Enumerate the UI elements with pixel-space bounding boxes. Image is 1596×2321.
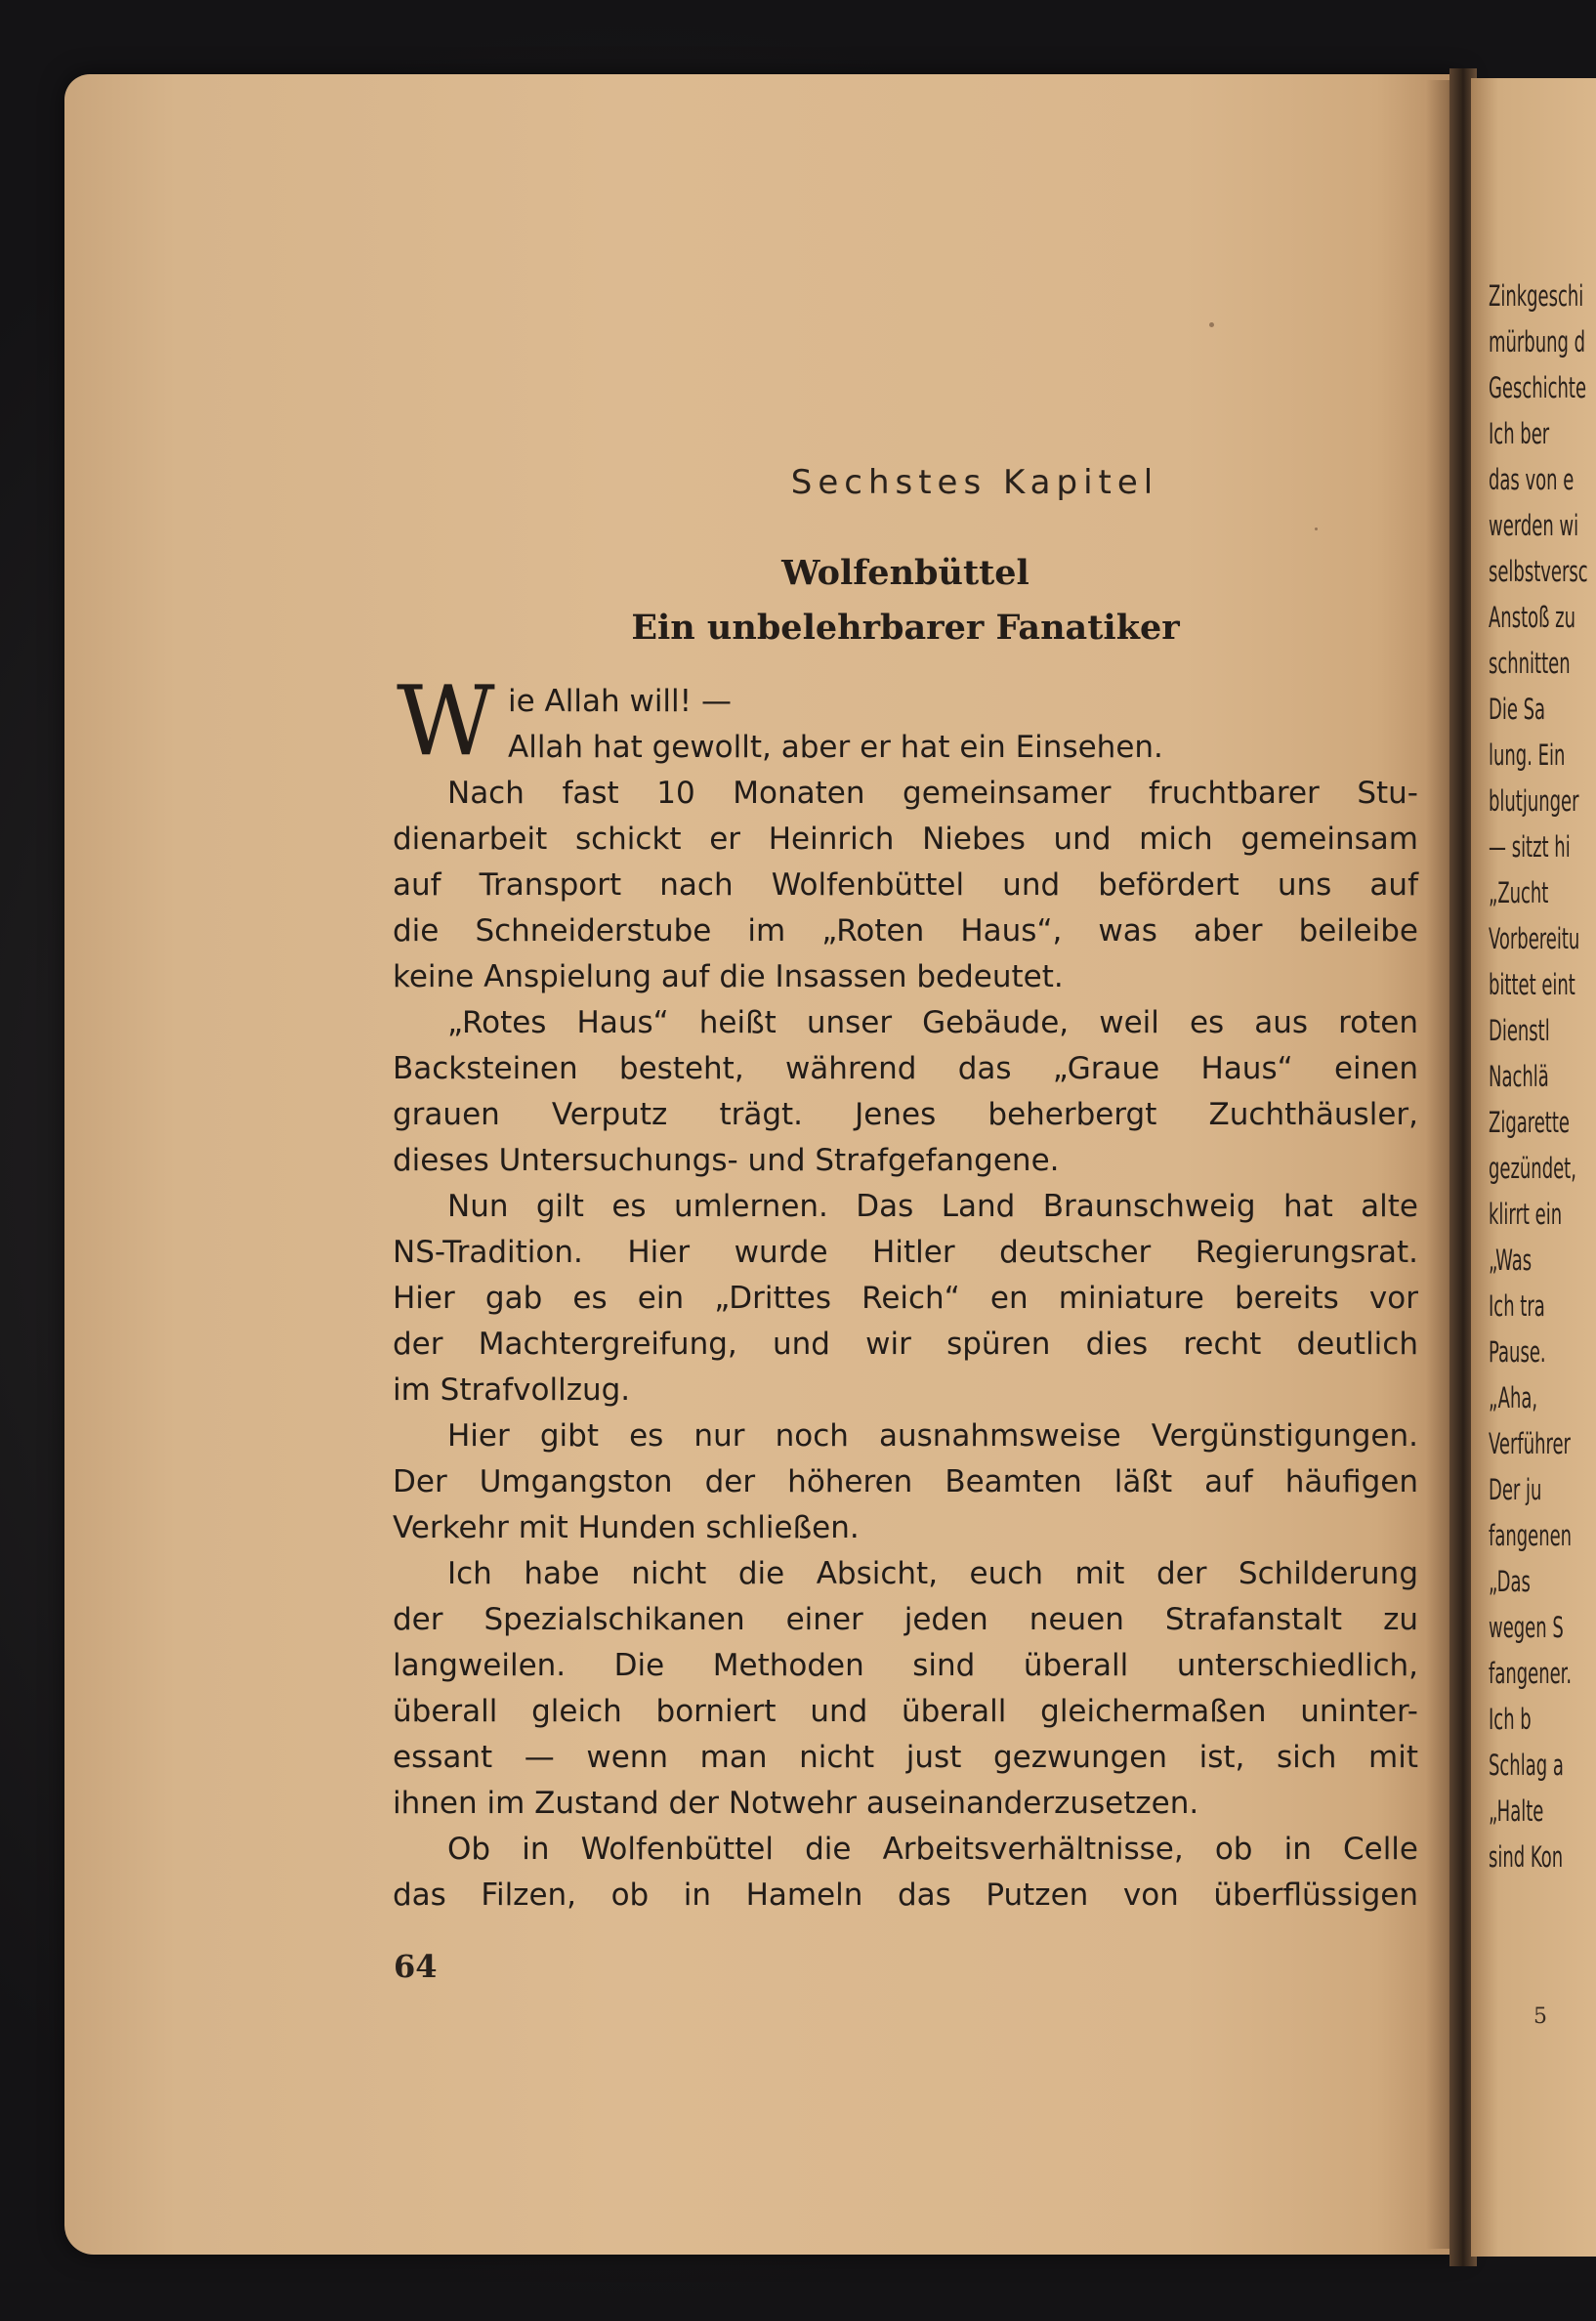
text-line: der Machtergreifung, und wir spüren dies recht deutlich — [393, 1327, 1418, 1362]
text-line: Nun gilt es umlernen. Das Land Braunschweig hat alte — [447, 1189, 1418, 1224]
right-page-line: werden wi — [1489, 509, 1579, 542]
text-line: keine Anspielung auf die Insassen bedeutet. — [393, 959, 1064, 994]
text-line: überall gleich borniert und überall gleichermaßen uninter- — [393, 1694, 1418, 1729]
right-page-line: schnitten — [1489, 647, 1571, 680]
right-page-line: Dienstl — [1489, 1014, 1550, 1047]
right-page-line: blutjunger — [1489, 784, 1579, 818]
right-page-line: Verführer — [1489, 1427, 1571, 1460]
right-page-line: sind Kon — [1489, 1840, 1564, 1874]
right-page-line: Anstoß zu — [1489, 601, 1575, 634]
chapter-heading: Sechstes Kapitel — [790, 463, 1159, 502]
text-line: Hier gibt es nur noch ausnahmsweise Vergünstigungen. — [447, 1418, 1418, 1454]
text-line: langweilen. Die Methoden sind überall unterschiedlich, — [393, 1648, 1418, 1683]
text-line: NS-Tradition. Hier wurde Hitler deutscher Regierungsrat. — [393, 1235, 1418, 1270]
right-page-line: Ich b — [1489, 1703, 1532, 1736]
right-page-line: fangener. — [1489, 1657, 1573, 1690]
right-page-line: selbstversc — [1489, 555, 1588, 588]
right-page-number: 5 — [1533, 2004, 1547, 2029]
paper-speck — [1209, 322, 1214, 327]
right-page-line: Vorbereitu — [1489, 922, 1580, 955]
right-page-line: Geschichte — [1489, 371, 1587, 404]
text-line: essant — wenn man nicht just gezwungen ist, sich mit — [393, 1740, 1418, 1775]
right-page-line: Zinkgeschi — [1489, 279, 1584, 313]
right-page-line: Nachlä — [1489, 1060, 1549, 1093]
right-page-line: „Halte — [1489, 1794, 1544, 1828]
text-line: Nach fast 10 Monaten gemeinsamer fruchtbarer Stu- — [447, 776, 1418, 811]
right-page-line: Ich tra — [1489, 1289, 1545, 1323]
right-page-line: „Zucht — [1489, 876, 1549, 909]
chapter-title: Wolfenbüttel — [781, 553, 1029, 593]
right-page-line: bittet eint — [1489, 968, 1575, 1001]
text-line: dieses Untersuchungs- und Strafgefangene. — [393, 1143, 1060, 1178]
text-line: auf Transport nach Wolfenbüttel und befördert uns auf — [393, 867, 1418, 903]
right-page-line: Ich ber — [1489, 417, 1550, 450]
text-line: im Strafvollzug. — [393, 1372, 631, 1408]
text-line: ie Allah will! — — [508, 684, 732, 719]
right-page-line: lung. Ein — [1489, 738, 1566, 772]
text-line: Backsteinen besteht, während das „Graue Haus“ einen — [393, 1051, 1418, 1086]
right-page-line: „Das — [1489, 1565, 1531, 1598]
text-line: das Filzen, ob in Hameln das Putzen von überflüssigen — [393, 1878, 1418, 1913]
right-page-line: — sitzt hi — [1489, 830, 1571, 864]
book-page-right-fragment — [1471, 78, 1596, 2257]
right-page-line: Pause. — [1489, 1335, 1546, 1369]
text-line: „Rotes Haus“ heißt unser Gebäude, weil es aus roten — [447, 1005, 1418, 1040]
text-line: ihnen im Zustand der Notwehr auseinanderzusetzen. — [393, 1786, 1199, 1821]
right-page-line: mürbung d — [1489, 325, 1586, 359]
right-page-line: Schlag a — [1489, 1749, 1564, 1782]
right-page-line: Der ju — [1489, 1473, 1542, 1506]
text-line: Allah hat gewollt, aber er hat ein Einsehen. — [508, 730, 1163, 765]
right-page-line: klirrt ein — [1489, 1198, 1563, 1231]
text-line: grauen Verputz trägt. Jenes beherbergt Zuchthäusler, — [393, 1097, 1418, 1132]
text-line: Ich habe nicht die Absicht, euch mit der Schilderung — [447, 1556, 1418, 1591]
right-page-line: wegen S — [1489, 1611, 1564, 1644]
text-line: dienarbeit schickt er Heinrich Niebes und mich gemeinsam — [393, 822, 1418, 857]
right-page-line: fangenen — [1489, 1519, 1573, 1552]
text-line: Ob in Wolfenbüttel die Arbeitsverhältnisse, ob in Celle — [447, 1832, 1418, 1867]
right-page-line: das von e — [1489, 463, 1575, 496]
right-page-line: Zigarette — [1489, 1106, 1570, 1139]
chapter-subtitle: Ein unbelehrbarer Fanatiker — [631, 608, 1180, 648]
right-page-line: Die Sa — [1489, 693, 1546, 726]
right-page-text — [1489, 274, 1596, 1880]
right-page-line: gezündet, — [1489, 1152, 1576, 1185]
drop-cap: W — [397, 666, 495, 778]
paper-speck — [1315, 528, 1318, 530]
right-page-line: „Was — [1489, 1244, 1533, 1277]
text-line: der Spezialschikanen einer jeden neuen Strafanstalt zu — [393, 1602, 1418, 1637]
text-line: Hier gab es ein „Drittes Reich“ en miniature bereits vor — [393, 1281, 1418, 1316]
right-page-line: „Aha, — [1489, 1381, 1538, 1414]
page-number: 64 — [394, 1948, 438, 1985]
text-line: Verkehr mit Hunden schließen. — [393, 1510, 860, 1545]
text-line: Der Umgangston der höheren Beamten läßt auf häufigen — [393, 1464, 1418, 1499]
text-line: die Schneiderstube im „Roten Haus“, was aber beileibe — [393, 913, 1418, 949]
